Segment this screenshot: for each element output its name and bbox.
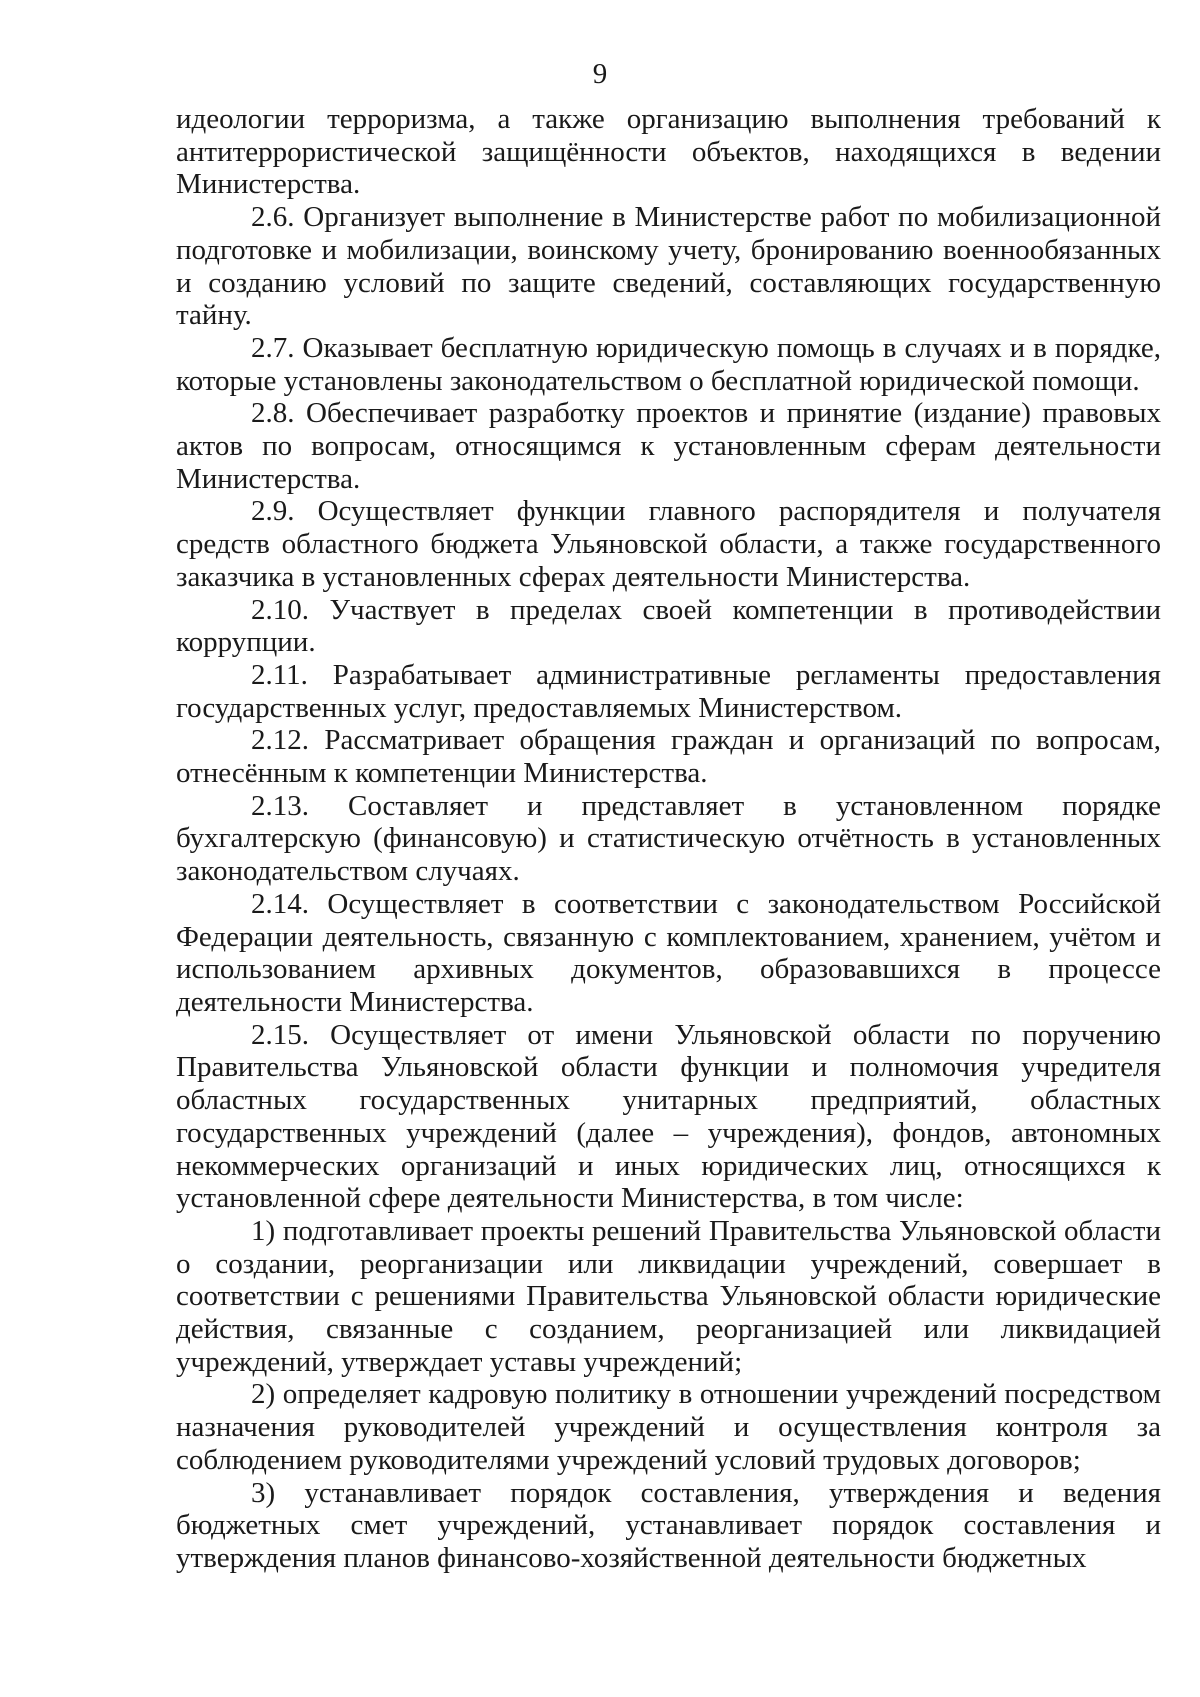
paragraph-continuation: идеологии терроризма, а также организацию выполнения требований к антитеррористической защищённости объектов, находящихся в ведении Министерства. (176, 103, 1161, 201)
paragraph-2-8: 2.8. Обеспечивает разработку проектов и принятие (издание) правовых актов по вопросам, относящимся к установленным сферам деятельности Министерства. (176, 397, 1161, 495)
paragraph-2-10: 2.10. Участвует в пределах своей компетенции в противодействии коррупции. (176, 593, 1161, 659)
paragraph-2-6: 2.6. Организует выполнение в Министерстве работ по мобилизационной подготовке и мобилизации, воинскому учету, бронированию военнообязанных и созданию условий по защите сведений, составляющих государственную тайну. (176, 201, 1161, 332)
paragraph-2-14: 2.14. Осуществляет в соответствии с законодательством Российской Федерации деятельность, связанную с комплектованием, хранением, учётом и использованием архивных документов, образовавшихся в процессе деятельности Министерства. (176, 887, 1161, 1018)
document-body (176, 103, 1161, 1575)
paragraph-2-15: 2.15. Осуществляет от имени Ульяновской области по поручению Правительства Ульяновской области функции и полномочия учредителя областных государственных унитарных предприятий, областных государственных учреждений (далее – учреждения), фондов, автономных некоммерческих организаций и иных юридических лиц, относящихся к установленной сфере деятельности Министерства, в том числе: (176, 1018, 1161, 1215)
paragraph-2-11: 2.11. Разрабатывает административные регламенты предоставления государственных услуг, предоставляемых Министерством. (176, 658, 1161, 724)
paragraph-2-13: 2.13. Составляет и представляет в установленном порядке бухгалтерскую (финансовую) и статистическую отчётность в установленных законодательством случаях. (176, 789, 1161, 888)
list-item-3: 3) устанавливает порядок составления, утверждения и ведения бюджетных смет учреждений, устанавливает порядок составления и утверждения планов финансово-хозяйственной деятельности бюджетных (176, 1476, 1161, 1574)
paragraph-2-12: 2.12. Рассматривает обращения граждан и организаций по вопросам, отнесённым к компетенции Министерства. (176, 724, 1161, 790)
paragraph-2-9: 2.9. Осуществляет функции главного распорядителя и получателя средств областного бюджета Ульяновской области, а также государственного заказчика в установленных сферах деятельности Министерства. (176, 495, 1161, 593)
page-number: 9 (592, 58, 608, 90)
list-item-1: 1) подготавливает проекты решений Правительства Ульяновской области о создании, реорганизации или ликвидации учреждений, совершает в соответствии с решениями Правительства Ульяновской области юридические действия, связанные с созданием, реорганизацией или ликвидацией учреждений, утверждает уставы учреждений; (176, 1214, 1161, 1378)
paragraph-2-7: 2.7. Оказывает бесплатную юридическую помощь в случаях и в порядке, которые установлены законодательством о бесплатной юридической помощи. (176, 331, 1161, 397)
list-item-2: 2) определяет кадровую политику в отношении учреждений посредством назначения руководителей учреждений и осуществления контроля за соблюдением руководителями учреждений условий трудовых договоров; (176, 1378, 1161, 1476)
